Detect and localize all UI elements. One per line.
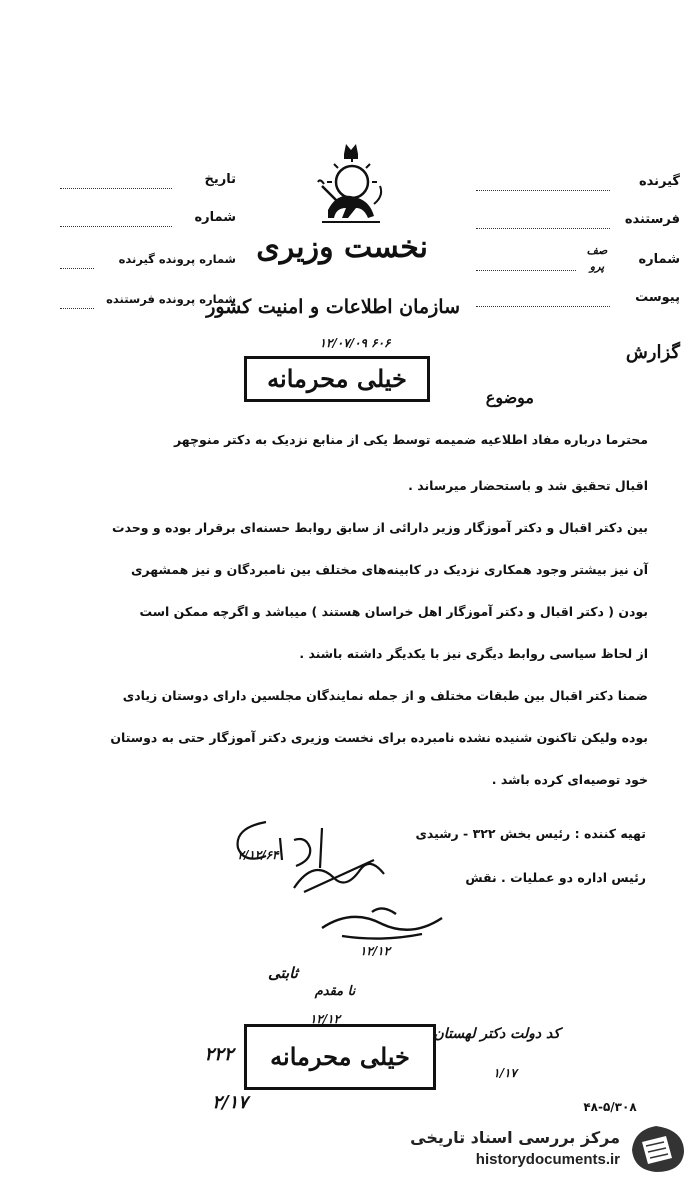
handwritten-note-1: ثابتی bbox=[268, 964, 298, 982]
sender-file-number-label: شماره پرونده فرستنده bbox=[106, 292, 236, 306]
archive-logo-icon bbox=[626, 1122, 688, 1176]
sender-file-line bbox=[60, 308, 94, 309]
subject-label: موضوع bbox=[485, 388, 534, 407]
body-line-2: اقبال تحقیق شد و باستحضار میرساند . bbox=[408, 478, 648, 493]
footer-website: historydocuments.ir bbox=[475, 1151, 620, 1168]
body-line-3: بین دکتر اقبال و دکتر آموزگار وزیر دارائی از سابق روابط حسنه‌ای برقرار بوده و وحدت bbox=[112, 520, 648, 535]
reference-number: ۱۲/۰۷/۰۹ ۶۰۶ bbox=[319, 336, 391, 350]
sender-label: فرستنده bbox=[624, 212, 680, 227]
doc-number-line bbox=[476, 270, 576, 271]
date-line bbox=[60, 188, 172, 189]
organization-name: سازمان اطلاعات و امنیت کشور bbox=[206, 296, 460, 318]
attachment-line bbox=[476, 306, 610, 307]
handwritten-date-2: ۱۲/۱۲ bbox=[359, 944, 391, 958]
sender-line bbox=[476, 228, 610, 229]
handwritten-note-5: ۱/۱۷ bbox=[493, 1066, 517, 1080]
doc-number-label: شماره bbox=[638, 252, 680, 267]
receiver-line bbox=[476, 190, 610, 191]
date-label: تاریخ bbox=[204, 172, 236, 187]
department-head: رئیس اداره دو عملیات . نقش bbox=[465, 870, 646, 885]
body-line-7: ضمنا دکتر اقبال بین طبقات مختلف و از جمله نمایندگان مجلسین دارای دوستان زیادی bbox=[122, 688, 648, 703]
body-line-9: خود توصیه‌ای کرده باشد . bbox=[491, 772, 648, 787]
classification-stamp-bottom: خیلی محرمانه bbox=[244, 1024, 436, 1090]
receiver-file-number-label: شماره پرونده گیرنده bbox=[118, 252, 236, 266]
body-line-4: آن نیز بیشتر وجود همکاری نزدیک در کابینه‌های مختلف بین نامبردگان و نیز همشهری bbox=[131, 562, 648, 577]
body-line-5: بودن ( دکتر اقبال و دکتر آموزگار اهل خراسان هستند ) میباشد و اگرچه ممکن است bbox=[139, 604, 648, 619]
classification-stamp-top: خیلی محرمانه bbox=[244, 356, 430, 402]
number-line bbox=[60, 226, 172, 227]
number-label: شماره bbox=[194, 210, 236, 225]
footer-org-name: مرکز بررسی اسناد تاریخی bbox=[410, 1128, 620, 1147]
receiver-label: گیرنده bbox=[638, 174, 680, 189]
bottom-number-mark-2: ۲/۱۷ bbox=[212, 1092, 248, 1113]
body-line-8: بوده ولیکن تاکنون شنیده نشده نامبرده برای نخست وزیری دکتر آموزگار حتی به دوستان bbox=[110, 730, 648, 745]
receiver-file-line bbox=[60, 268, 94, 269]
handwritten-note-3: ۱۲/۱۲ bbox=[309, 1012, 341, 1026]
signature-scribble-3-icon bbox=[312, 898, 462, 946]
body-line-6: از لحاظ سیاسی روابط دیگری نیز با یکدیگر داشته باشند . bbox=[299, 646, 648, 661]
ministry-title: نخست وزیری bbox=[256, 230, 428, 265]
report-label: گزارش bbox=[625, 342, 680, 363]
signature-scribble-2-icon bbox=[284, 848, 394, 898]
lion-and-sun-emblem-icon bbox=[308, 138, 394, 230]
handwritten-date-1: ۲/۱۲/۶۴ bbox=[237, 848, 279, 862]
handwritten-note-2: نا مقدم bbox=[314, 984, 356, 999]
prepared-by: تهیه کننده : رئیس بخش ۳۲۲ - رشیدی bbox=[415, 826, 646, 841]
attachment-label: پیوست bbox=[635, 290, 680, 305]
document-code: ۴۸-۵/۳۰۸ bbox=[583, 1100, 637, 1114]
handwritten-note-4: کد دولت دکتر لهستان bbox=[433, 1026, 560, 1042]
doc-number-mark-1: صف bbox=[586, 244, 608, 257]
body-line-1: محترما درباره مفاد اطلاعیه ضمیمه توسط یکی از منابع نزدیک به دکتر منوچهر bbox=[174, 432, 648, 447]
doc-number-mark-2: پرو bbox=[589, 260, 605, 273]
bottom-number-mark: ۲۲۲ bbox=[204, 1044, 234, 1065]
